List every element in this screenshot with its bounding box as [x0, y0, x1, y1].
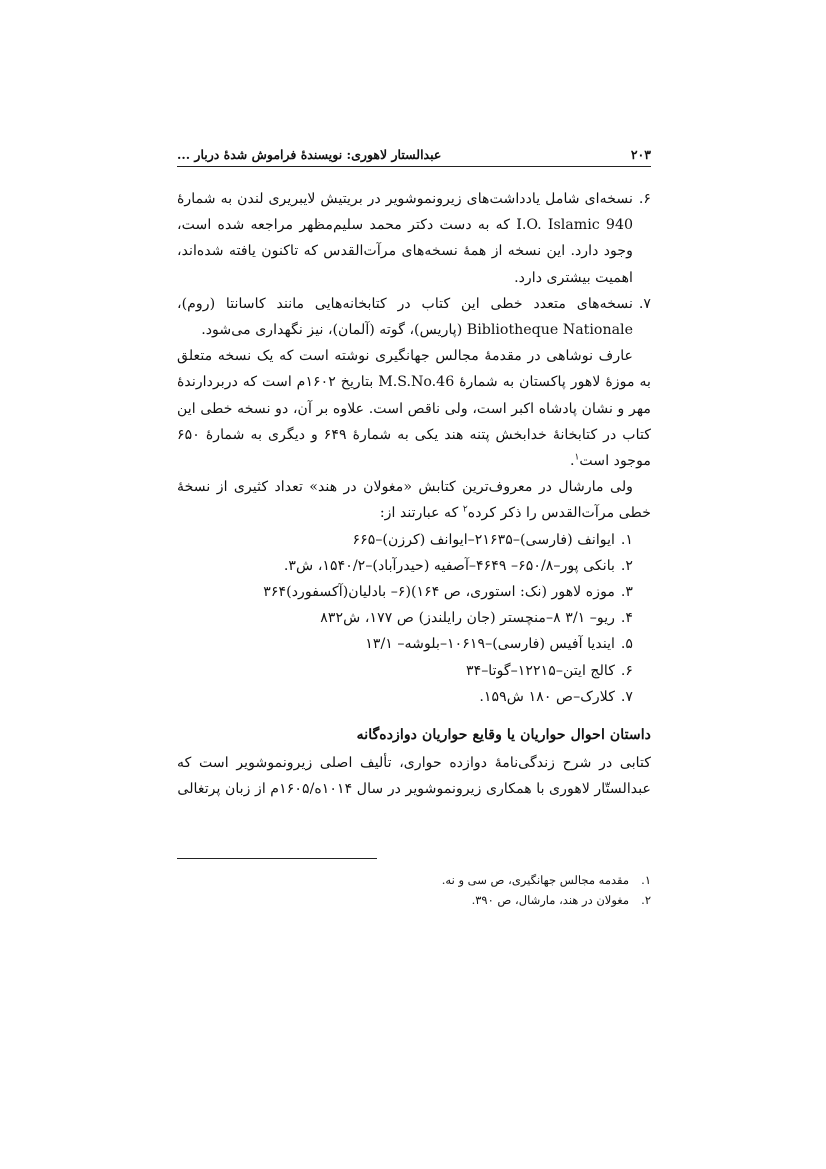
- list-item: [177, 605, 633, 631]
- manuscript-item: [177, 186, 651, 291]
- item-number: ۷.: [638, 295, 651, 312]
- item-number: ۷.: [620, 688, 633, 705]
- footnote: [177, 870, 651, 890]
- footnote: [177, 890, 651, 910]
- paragraph-tail: .: [570, 453, 575, 470]
- item-number: ۶.: [620, 662, 633, 679]
- item-text: موزه لاهور (نک: استوری، ص ۱۶۴)(۶– بادلیان(آکسفورد)۳۶۴: [263, 584, 615, 601]
- item-text: ریو– ۳/۱ ۸–منچستر (جان رایلندز) ص ۱۷۷، ش۸۳۲: [320, 610, 615, 627]
- item-text: ایوانف (فارسی)–۲۱۶۳۵–ایوانف (کرزن)–۶۶۵: [352, 531, 615, 548]
- list-item: [177, 631, 633, 657]
- section-paragraph: کتابی در شرح زندگی‌نامهٔ دوازده حواری، تألیف اصلی زیرونموشویر است که عبدالستّار لاهوری با همکاری زیرونموشویر در سال ۱۰۱۴ه/۱۶۰۵م از زبان پرتغالی: [177, 755, 651, 798]
- list-item: [177, 684, 633, 710]
- main-text: [177, 186, 651, 803]
- paragraph-text: عارف نوشاهی در مقدمهٔ مجالس جهانگیری نوشته است که یک نسخه متعلق به موزهٔ لاهور پاکستان به شمارهٔ M.S.No.46 بتاریخ ۱۶۰۲م است که دربردارندهٔ مهر و نشان پادشاه اکبر است، ولی ناقص است. علاوه بر آن، دو نسخه خطی این کتاب در کتابخانهٔ خدابخش پتنه هند یکی به شمارهٔ ۶۴۹ و دیگری به شمارهٔ ۶۵۰ موجود است: [177, 348, 652, 470]
- item-number: ۱.: [620, 531, 633, 548]
- footnotes: [177, 870, 651, 910]
- manuscript-item: [177, 291, 651, 343]
- page-number: ۲۰۳: [630, 147, 651, 162]
- footnote-divider: [177, 858, 377, 859]
- paragraph-tail: که عبارتند از:: [379, 505, 463, 522]
- footnote-text: مغولان در هند، مارشال، ص ۳۹۰.: [471, 893, 629, 907]
- section-heading: داستان احوال حواریان یا وقایع حواریان دوازده‌گانه: [356, 727, 651, 744]
- running-header: [177, 142, 651, 162]
- running-title: عبدالستار لاهوری: نویسندهٔ فراموش شدهٔ دربار ...: [177, 147, 442, 162]
- item-number: ۵.: [620, 636, 633, 653]
- list-item: [177, 527, 633, 553]
- item-number: ۶.: [638, 191, 651, 207]
- list-item: [177, 579, 633, 605]
- item-number: ۳.: [620, 584, 633, 601]
- paragraph-marshall: [177, 474, 651, 526]
- list-item: [177, 658, 633, 684]
- book-page: [177, 0, 651, 1169]
- item-text: ایندیا آفیس (فارسی)–۱۰۶۱۹–بلوشه– ۱۳/۱: [365, 636, 615, 653]
- item-text: نسخه‌های متعدد خطی این کتاب در کتابخانه‌هایی مانند کاسانتا (روم)، Bibliotheque Nationale (پاریس)، گوته (آلمان)، نیز نگهداری می‌شود.: [177, 295, 633, 339]
- item-text: نسخه‌ای شامل یادداشت‌های زیرونموشویر در بریتیش لایبریری لندن به شمارهٔ I.O. Islamic 940 که به دست دکتر محمد سلیم‌مظهر مراجعه شده است، وجود دارد. این نسخه از همهٔ نسخه‌های مرآت‌القدس که تاکنون یافته شده‌اند، اهمیت بیشتری دارد.: [177, 191, 633, 286]
- item-text: کلارک–ص ۱۸۰ ش۱۵۹.: [479, 688, 615, 705]
- item-text: کالج ایتن–۱۲۲۱۵–گوتا–۳۴: [465, 662, 615, 679]
- item-text: بانکی پور–۶۵۰/۸– ۴۶۴۹–آصفیه (حیدرآباد)–۱۵۴۰/۲، ش۳.: [283, 557, 615, 574]
- catalog-list: [177, 527, 651, 710]
- paragraph-text: ولی مارشال در معروف‌ترین کتابش «مغولان در هند» تعداد کثیری از نسخهٔ خطی مرآت‌القدس را ذکر کرده: [177, 479, 651, 522]
- footnote-number: ۲.: [641, 893, 651, 907]
- list-item: [177, 553, 633, 579]
- paragraph-noshahi: [177, 343, 651, 474]
- item-number: ۲.: [620, 557, 633, 574]
- footnote-number: ۱.: [641, 873, 651, 887]
- footnote-ref[interactable]: ۱: [574, 452, 580, 463]
- footnote-text: مقدمه مجالس جهانگیری، ص سی و نه.: [441, 873, 629, 887]
- header-divider: [177, 166, 651, 167]
- item-number: ۴.: [620, 610, 633, 627]
- footnote-ref[interactable]: ۲: [462, 504, 468, 515]
